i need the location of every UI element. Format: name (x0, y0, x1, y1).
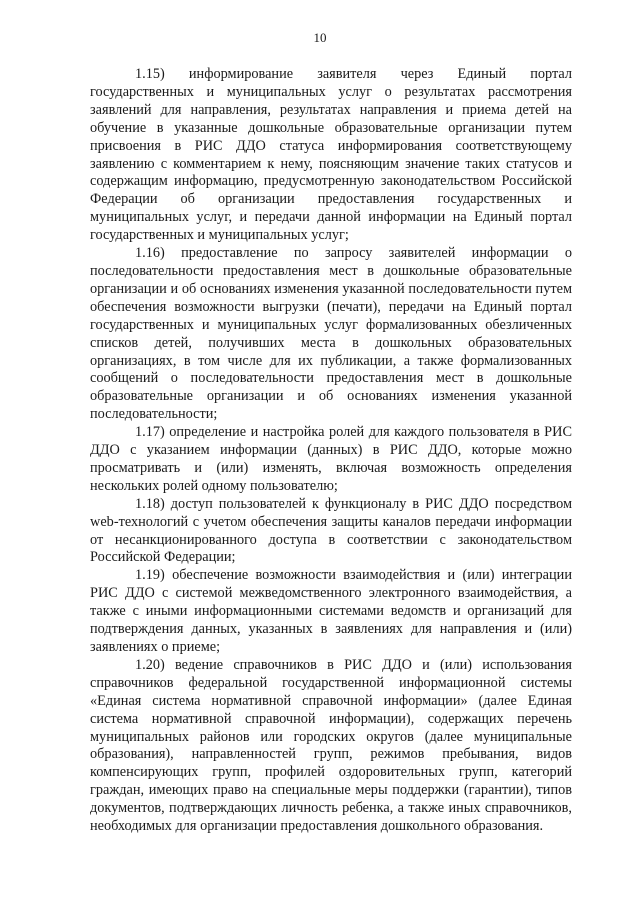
paragraph-1-18: 1.18) доступ пользователей к функционалу в РИС ДДО посредством web-технологий с учетом обеспечения защиты каналов передачи информации от несанкционированного доступа в соответствии с законодательством Российской Федерации; (90, 495, 572, 566)
paragraph-1-17: 1.17) определение и настройка ролей для каждого пользователя в РИС ДДО с указанием информации (данных) в РИС ДДО, которые можно просматривать и (или) изменять, включая возможность определения нескольких ролей одному пользователю; (90, 424, 572, 494)
paragraph-1-15: 1.15) информирование заявителя через Единый портал государственных и муниципальных услуг о результатах рассмотрения заявлений для направления, результатах направления и приема детей на обучение в указанные дошкольные образовательные организации путем присвоения в РИС ДДО статуса информирования соответствующему заявлению с комментарием к нему, поясняющим значение таких статусов и содержащим информацию, предусмотренную законодательством Российской Федерации об организации предоставления государственных и муниципальных услуг, и передачи данной информации на Единый портал государственных и муниципальных услуг; (90, 66, 572, 244)
paragraph-1-19: 1.19) обеспечение возможности взаимодействия и (или) интеграции РИС ДДО с системой межведомственного электронного взаимодействия, а также с иными информационными системами ведомств и организаций для подтверждения данных, указанных в заявлениях для направления и (или) заявлениях о приеме; (90, 567, 572, 655)
paragraph-1-16: 1.16) предоставление по запросу заявителей информации о последовательности предоставления мест в дошкольные образовательные организации и об основаниях изменения указанной последовательности путем обеспечения возможности выгрузки (печати), передачи на Единый портал государственных и муниципальных услуг формализованных обезличенных списков детей, получивших места в дошкольных образовательных организациях, в том числе для их публикации, а также формализованных сообщений о последовательности предоставления мест в дошкольные образовательные организации и об основаниях изменения указанной последовательности; (90, 245, 572, 423)
document-body (90, 66, 572, 836)
paragraph-1-20: 1.20) ведение справочников в РИС ДДО и (или) использования справочников федеральной государственной информационной системы «Единая система нормативной справочной информации» (далее Единая система нормативной справочной информации), содержащих перечень муниципальных районов или городских округов (далее муниципальные образования), направленностей групп, режимов пребывания, видов компенсирующих групп, профилей оздоровительных групп, категорий граждан, имеющих право на специальные меры поддержки (гарантии), типов документов, подтверждающих личность ребенка, а также иных справочников, необходимых для организации предоставления дошкольного образования. (90, 656, 572, 835)
page-number: 10 (313, 30, 327, 45)
